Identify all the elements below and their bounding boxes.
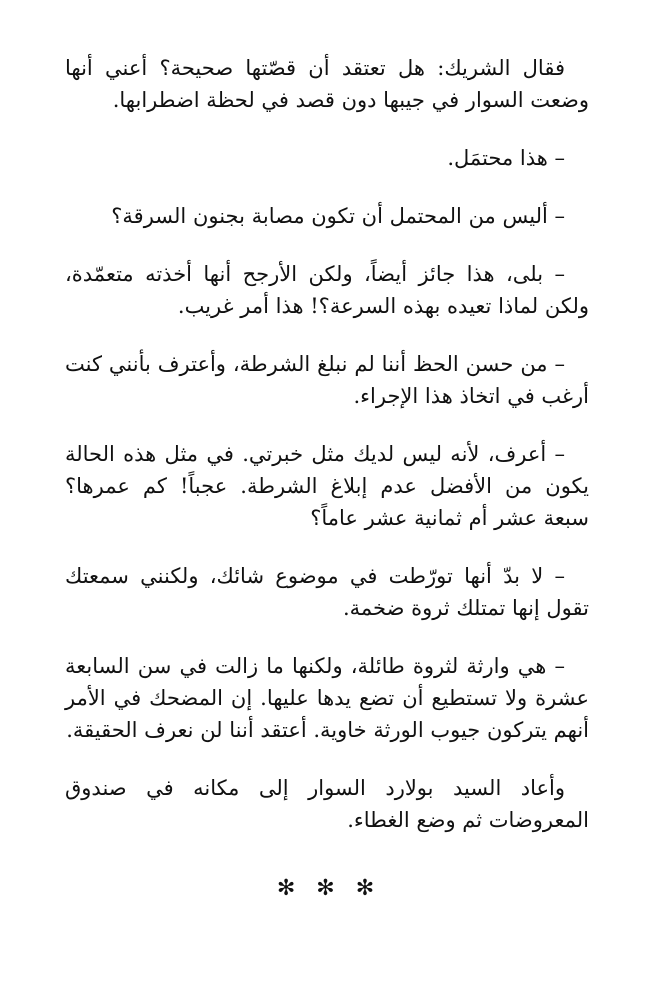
paragraph-partner-question: فقال الشريك: هل تعتقد أن قصّتها صحيحة؟ أعني أنها وضعت السوار في جيبها دون قصد في لحظة اضطرابها. bbox=[65, 56, 589, 112]
paragraph-police: – من حسن الحظ أننا لم نبلغ الشرطة، وأعترف بأنني كنت أرغب في اتخاذ هذا الإجراء. bbox=[65, 352, 589, 408]
paragraph-heiress: – هي وارثة لثروة طائلة، ولكنها ما زالت في سن السابعة عشرة ولا تستطيع أن تضع يدها عليها. إن المضحك في الأمر أنهم يتركون جيوب الورثة خاوية. أعتقد أننا لن نعرف الحقيقة. bbox=[65, 654, 589, 742]
paragraph-kleptomania: – أليس من المحتمل أن تكون مصابة بجنون السرقة؟ bbox=[111, 204, 565, 228]
paragraph-closing: وأعاد السيد بولارد السوار إلى مكانه في صندوق المعروضات ثم وضع الغطاء. bbox=[65, 776, 589, 832]
paragraph-possible: – هذا محتمَل. bbox=[447, 146, 565, 170]
paragraph-experience: – أعرف، لأنه ليس لديك مثل خبرتي. في مثل هذه الحالة يكون من الأفضل عدم إبلاغ الشرطة. عجباً! كم عمرها؟ سبعة عشر أم ثمانية عشر عاماً؟ bbox=[65, 442, 589, 530]
paragraph-fortune: – لا بدّ أنها تورّطت في موضوع شائك، ولكنني سمعتك تقول إنها تمتلك ثروة ضخمة. bbox=[65, 564, 589, 620]
section-separator: ✻ ✻ ✻ bbox=[276, 876, 375, 901]
paragraph-deliberate: – بلى، هذا جائز أيضاً، ولكن الأرجح أنها أخذته متعمّدة، ولكن لماذا تعيده بهذه السرعة؟! هذا أمر غريب. bbox=[65, 262, 589, 318]
page-body bbox=[65, 52, 589, 862]
